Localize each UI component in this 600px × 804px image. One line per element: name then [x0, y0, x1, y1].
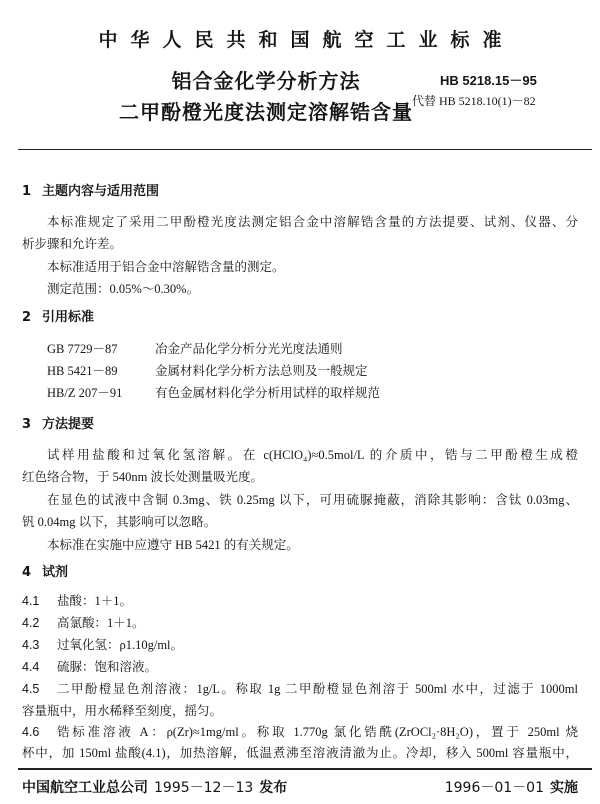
footer-divider	[18, 768, 592, 770]
reference-row	[47, 383, 578, 403]
item-text: 硫脲：饱和溶液。	[57, 660, 158, 674]
reference-code: HB/Z 207－91	[47, 386, 123, 400]
footer-effective	[445, 778, 578, 798]
reagent-item	[22, 722, 578, 742]
item-number: 4.5	[22, 682, 40, 696]
reference-code: HB 5421－89	[47, 364, 118, 378]
replaced-standard: 代替 HB 5218.10(1)－82	[412, 94, 536, 108]
section-number: 4	[22, 565, 32, 580]
reagent-item	[22, 657, 578, 677]
footer-issuer: 中国航空工业总公司	[22, 780, 148, 796]
footer-effective-label: 实施	[550, 780, 578, 796]
reference-row	[47, 361, 578, 381]
footer-effective-date: 1996－01－01	[444, 780, 544, 796]
item-text: 盐酸：1＋1。	[57, 594, 133, 608]
standard-category-title: 中华人民共和国航空工业标准	[98, 29, 515, 51]
header-divider	[18, 149, 592, 150]
reference-code: GB 7729－87	[47, 342, 118, 356]
section-title: 主题内容与适用范围	[42, 184, 160, 199]
footer-issue-label: 发布	[259, 780, 288, 796]
standard-code: HB 5218.15－95	[440, 73, 537, 88]
item-text-continuation: 容量瓶中，用水稀释至刻度，摇匀。	[22, 704, 223, 718]
paragraph-line: 红色络合物，于 540nm 波长处测量吸光度。	[22, 470, 263, 484]
reference-title: 有色金属材料化学分析用试样的取样规范	[155, 386, 381, 400]
footer-issue	[22, 778, 287, 798]
section-heading-3	[22, 415, 578, 435]
section-title: 方法提要	[42, 417, 95, 432]
section-title: 试剂	[42, 565, 69, 580]
reagent-item	[22, 679, 578, 699]
item-number: 4.4	[22, 660, 40, 674]
item-text-continuation: 杯中，加 150ml 盐酸(4.1)，加热溶解，低温煮沸至溶液清澈为止。冷却，移入 500ml 容量瓶中，	[22, 746, 578, 760]
reference-title: 冶金产品化学分析分光光度法通则	[155, 342, 343, 356]
reagent-item	[22, 613, 578, 633]
item-text: 二甲酚橙显色剂溶液：1g/L。称取 1g 二甲酚橙显色剂溶于 500ml 水中，过滤于 1000ml	[57, 682, 578, 696]
reference-title: 金属材料化学分析方法总则及一般规定	[155, 364, 368, 378]
item-text: 锆标准溶液 A：ρ(Zr)≈1mg/ml。称取 1.770g 氯化锆酰(ZrOCl₂·8H₂O)，置于 250ml 烧	[57, 725, 578, 739]
section-title: 引用标准	[42, 310, 95, 325]
paragraph-line: 本标准在实施中应遵守 HB 5421 的有关规定。	[47, 538, 299, 552]
document-title-line-2: 二甲酚橙光度法测定溶解锆含量	[119, 100, 413, 124]
paragraph-line: 在显色的试液中含铜 0.3mg、铁 0.25mg 以下，可用硫脲掩蔽，消除其影响：含钛 0.03mg、	[47, 493, 578, 507]
item-number: 4.3	[22, 638, 40, 652]
item-number: 4.2	[22, 616, 40, 630]
reference-row	[47, 339, 578, 359]
reagent-item	[22, 591, 578, 611]
item-number: 4.1	[22, 594, 40, 608]
section-heading-4	[22, 563, 578, 583]
document-title-line-1: 铝合金化学分析方法	[171, 69, 361, 93]
paragraph-line: 钒 0.04mg 以下，其影响可以忽略。	[22, 515, 217, 529]
paragraph-line: 测定范围：0.05%～0.30%。	[47, 282, 200, 296]
section-number: 2	[22, 310, 32, 325]
section-number: 1	[22, 184, 32, 199]
section-heading-2	[22, 308, 578, 328]
reagent-item	[22, 635, 578, 655]
section-number: 3	[22, 417, 32, 432]
paragraph-line: 本标准规定了采用二甲酚橙光度法测定铝合金中溶解锆含量的方法提要、试剂、仪器、分	[47, 215, 578, 229]
item-text: 高氯酸：1＋1。	[57, 616, 145, 630]
footer-issue-date: 1995－12－13	[154, 780, 254, 796]
item-number: 4.6	[22, 725, 40, 739]
paragraph-line: 试样用盐酸和过氧化氢溶解。在 c(HClO₄)≈0.5mol/L 的介质中，锆与二甲酚橙生成橙	[47, 448, 578, 462]
paragraph-line: 本标准适用于铝合金中溶解锆含量的测定。	[47, 260, 285, 274]
paragraph-line: 析步骤和允许差。	[22, 237, 123, 251]
section-heading-1	[22, 182, 578, 202]
item-text: 过氧化氢：ρ1.10g/ml。	[57, 638, 184, 652]
